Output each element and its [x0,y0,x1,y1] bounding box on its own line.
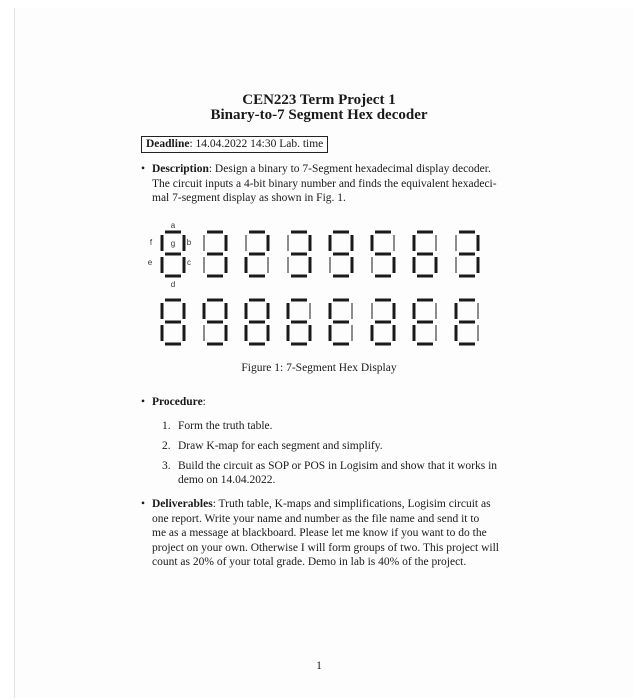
deliverables-label: Deliverables [152,498,213,510]
document-title: CEN223 Term Project 1 [242,92,396,108]
deliverables-line-3: me as a message at blackboard. Please let me know if you want to do the [152,527,487,539]
segment-label-a: a [170,221,176,230]
document-subtitle: Binary-to-7 Segment Hex decoder [210,107,428,123]
deliverables-line-1: • Deliverables: Truth table, K-maps and simplifications, Logisim circuit as [141,498,491,510]
bullet-dot: • [141,498,146,510]
segment-label-d: d [170,280,176,289]
description-line-1: • Description: Design a binary to 7-Segment hexadecimal display decoder. [141,163,491,175]
deadline-value: : 14.04.2022 14:30 Lab. time [189,138,324,150]
bullet-dot: • [141,396,146,408]
segment-label-f: f [149,238,153,247]
figure-caption: Figure 1: 7-Segment Hex Display [241,362,397,374]
segment-label-b: b [186,238,192,247]
description-line-3: mal 7-segment display as shown in Fig. 1. [152,192,346,204]
bullet-dot: • [141,163,146,175]
procedure-step-3-continued: demo on 14.04.2022. [178,474,276,486]
segment-label-g: g [170,239,176,248]
procedure-step-1: 1. Form the truth table. [162,420,273,432]
segment-label-e: e [147,258,153,267]
procedure-heading: • Procedure: [141,396,206,408]
description-label: Description [152,163,209,175]
description-line-2: The circuit inputs a 4-bit binary number and finds the equivalent hexadeci- [152,177,497,190]
deliverables-line-4: project on your own. Otherwise I will form groups of two. This project will [152,541,499,554]
page-number: 1 [316,660,322,672]
deliverables-line-2: one report. Write your name and number as the file name and send it to [152,512,480,525]
procedure-step-2: 2. Draw K-map for each segment and simplify. [162,440,383,452]
deadline-label: Deadline [146,138,190,150]
procedure-step-3: 3. Build the circuit as SOP or POS in Logisim and show that it works in [162,460,498,472]
segment-label-c: c [187,258,191,267]
deliverables-line-5: count as 20% of your total grade. Demo in lab is 40% of the project. [152,556,467,568]
procedure-label: Procedure [152,396,203,408]
